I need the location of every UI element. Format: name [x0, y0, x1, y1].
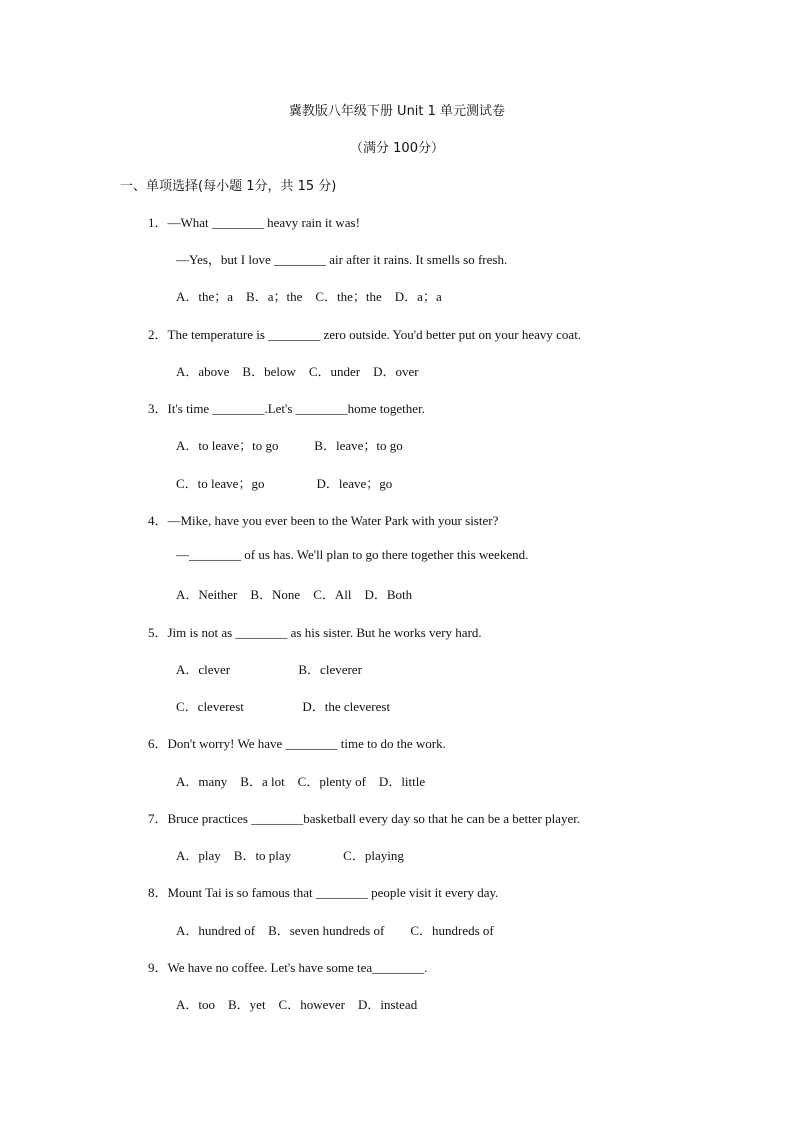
- answer-options: A．above B．below C．under D．over: [176, 364, 419, 379]
- question-stem: 1．—What ________ heavy rain it was!: [148, 215, 360, 230]
- answer-options: C．to leave；go D．leave；go: [176, 476, 393, 491]
- question-dialog: —________ of us has. We'll plan to go there together this weekend.: [176, 547, 529, 562]
- question-stem: 5．Jim is not as ________ as his sister. But he works very hard.: [148, 625, 482, 640]
- answer-options: A．too B．yet C．however D．instead: [176, 997, 418, 1012]
- question-stem: 9．We have no coffee. Let's have some tea________.: [148, 960, 428, 975]
- answer-options: A．play B．to play C．playing: [176, 848, 404, 863]
- question-stem: 4．—Mike, have you ever been to the Water Park with your sister?: [148, 513, 499, 528]
- question-stem: 7．Bruce practices ________basketball every day so that he can be a better player.: [148, 811, 581, 826]
- answer-options: C．cleverest D．the cleverest: [176, 699, 391, 714]
- question-dialog: —Yes，but I love ________ air after it rains. It smells so fresh.: [176, 252, 508, 267]
- question-stem: 3．It's time ________.Let's ________home together.: [148, 401, 425, 416]
- page-title: 冀教版八年级下册 Unit 1 单元测试卷: [288, 104, 506, 119]
- answer-options: A．many B．a lot C．plenty of D．little: [176, 774, 426, 789]
- answer-options: A．to leave；to go B．leave；to go: [176, 438, 403, 453]
- answer-options: A．hundred of B．seven hundreds of C．hundreds of: [176, 923, 494, 938]
- question-stem: 8．Mount Tai is so famous that ________ people visit it every day.: [148, 885, 499, 900]
- answer-options: A．clever B．cleverer: [176, 662, 362, 677]
- section-heading: 一、单项选择(每小题 1分，共 15 分): [120, 179, 337, 194]
- answer-options: A．Neither B．None C．All D．Both: [176, 587, 413, 602]
- question-stem: 2．The temperature is ________ zero outside. You'd better put on your heavy coat.: [148, 327, 582, 342]
- question-stem: 6．Don't worry! We have ________ time to do the work.: [148, 736, 446, 751]
- answer-options: A．the；a B．a；the C．the；the D．a；a: [176, 289, 442, 304]
- page-subtitle: （满分 100分）: [350, 141, 444, 156]
